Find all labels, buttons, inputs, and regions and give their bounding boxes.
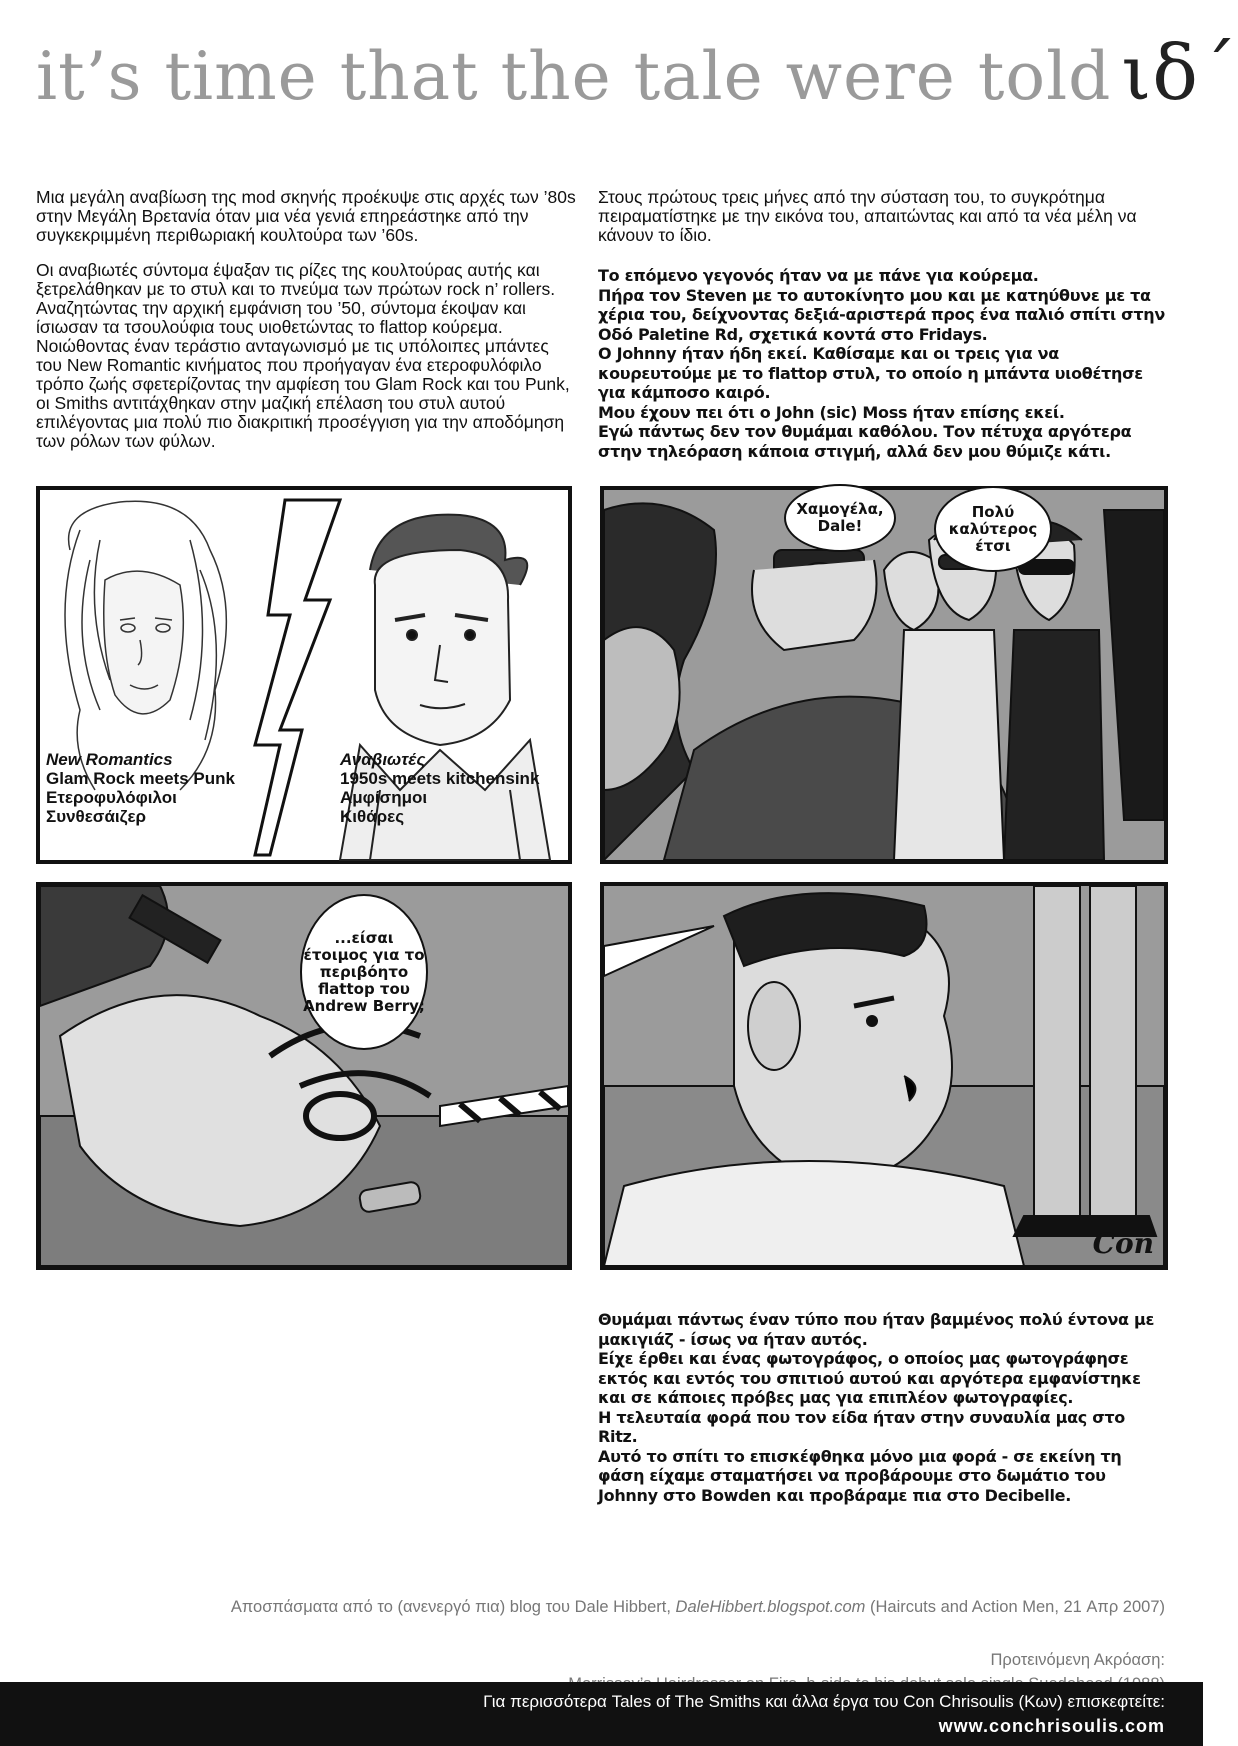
caption-heading: Αναβιωτές xyxy=(340,750,426,769)
source-credit xyxy=(231,1598,1165,1617)
hand-line: Μου έχουν πει ότι ο John (sic) Moss ήταν επίσης εκεί. xyxy=(598,402,1065,422)
chapter-numeral: ιδ΄ xyxy=(1121,28,1238,117)
panel-2-art xyxy=(604,490,1164,860)
footer-bar xyxy=(0,1682,1203,1746)
hand-line: Αυτό το σπίτι το επισκέφθηκα μόνο μια φορά - σε εκείνη τη φάση είχαμε σταματήσει να προβάρουμε στο δωμάτιο του Johnny στο Bowden και προβάραμε πια στο Decibelle. xyxy=(598,1446,1122,1505)
intro-paragraph: Μια μεγάλη αναβίωση της mod σκηνής προέκυψε στις αρχές των ’80s στην Μεγάλη Βρετανία όταν μια νέα γενιά επηρεάστηκε από την συγκεκριμμένη περιθωριακή κουλτούρα των ’60s. xyxy=(36,187,576,245)
source-suffix: (Haircuts and Action Men, 21 Απρ 2007) xyxy=(869,1598,1165,1616)
new-romantics-caption xyxy=(46,750,276,826)
page-title xyxy=(36,28,1238,118)
hand-line: Πήρα τον Steven με το αυτοκίνητο μου και με κατηύθυνε με τα χέρια του, δείχνοντας δεξιά-αριστερά προς ένα παλιό σπίτι στην Οδό Paletine Rd, σχετικά κοντά στο Fridays. xyxy=(598,285,1165,344)
caption-line: Glam Rock meets Punk xyxy=(46,769,235,788)
caption-line: Ετεροφυλόφιλοι xyxy=(46,788,177,807)
blog-link[interactable]: DaleHibbert.blogspot.com xyxy=(675,1598,866,1616)
comic-panel-4 xyxy=(600,882,1168,1270)
balloon-text: Πολύ καλύτερος έτσι xyxy=(948,502,1038,555)
balloon-text: Χαμογέλα, Dale! xyxy=(796,500,884,535)
hand-line: Η τελευταία φορά που τον είδα ήταν στην συναυλία μας στο Ritz. xyxy=(598,1407,1125,1446)
speech-balloon-flattop xyxy=(300,894,428,1050)
caption-line: 1950s meets kitchensink xyxy=(340,769,540,788)
balloon-text: ...είσαι έτοιμος για το περιβόητο flattop του Andrew Berry; xyxy=(303,928,425,1015)
intro-paragraph: Στους πρώτους τρεις μήνες από την σύσταση του, το συγκρότημα πειραματίστηκε με την εικόνα του, απαιτώντας και από τα νέα μέλη να κάνουν το ίδιο. xyxy=(598,187,1137,245)
hand-line: Ο Johnny ήταν ήδη εκεί. Καθίσαμε και οι τρεις για να κουρευτούμε με το flattop στυλ, το οποίο η μπάντα υιοθέτησε για κάμποσο καιρό. xyxy=(598,344,1143,402)
comic-panel-1 xyxy=(36,486,572,864)
revivalists-caption xyxy=(340,750,570,826)
page-title-text: it’s time that the tale were told xyxy=(36,38,1112,115)
website-link[interactable]: www.conchrisoulis.com xyxy=(938,1716,1165,1736)
hand-line: Θυμάμαι πάντως έναν τύπο που ήταν βαμμένος πολύ έντονα με μακιγιάζ - ίσως να ήταν αυτός. xyxy=(598,1310,1155,1349)
listening-label: Προτεινόμενη Ακρόαση: xyxy=(990,1651,1165,1669)
caption-line: Αμφίσημοι xyxy=(340,788,428,807)
intro-paragraph: Νοιώθοντας έναν τεράστιο ανταγωνισμό με τις υπόλοιπες μπάντες του New Romantic κινήματος που προήγαγαν ένα ετεροφυλόφιλο τρόπο ζωής σφετερίζοντας την αμφίεση του Glam Rock και του Punk, οι Smiths αντιτάχθηκαν στην μαζική επέλαση του στυλ αυτού επιλέγοντας μια πολύ πιο διακριτική προσέγγιση για την αποδόμηση των ρόλων των φύλων. xyxy=(36,336,570,451)
caption-line: Συνθεσάιζερ xyxy=(46,807,147,826)
hand-line: Εγώ πάντως δεν τον θυμάμαι καθόλου. Τον πέτυχα αργότερα στην τηλεόραση κάποια στιγμή, αλλά δεν μου θύμιζε κάτι. xyxy=(598,422,1132,461)
footer-text: Για περισσότερα Tales of The Smiths και άλλα έργα του Con Chrisoulis (Κων) επισκεφτείτε: xyxy=(483,1692,1165,1711)
panel-4-art xyxy=(604,886,1164,1266)
intro-paragraph: Οι αναβιωτές σύντομα έψαξαν τις ρίζες της κουλτούρας αυτής και ξετρελάθηκαν με το στυλ και το πνεύμα των πρώτων rock n’ rollers. Αναζητώντας την αρχική εμφάνιση του ’50, σύντομα έκοψαν και ίσιωσαν τα τσουλούφια τους υιοθετώντας το flattop κούρεμα. xyxy=(36,260,556,337)
caption-line: Κιθάρες xyxy=(340,807,405,826)
hand-line: Το επόμενο γεγονός ήταν να με πάνε για κούρεμα. xyxy=(598,266,1039,285)
speech-balloon-better xyxy=(934,486,1052,572)
comic-panel-3 xyxy=(36,882,572,1270)
intro-left-column xyxy=(36,188,576,467)
intro-right-column xyxy=(598,188,1168,261)
handwritten-bottom xyxy=(598,1310,1168,1505)
caption-heading: New Romantics xyxy=(46,750,173,769)
hand-line: Είχε έρθει και ένας φωτογράφος, ο οποίος μας φωτογράφησε εκτός και εντός του σπιτιού αυτού και αργότερα εμφανίστηκε και σε κάποιες πρόβες μας για επιπλέον φωτογραφίες. xyxy=(598,1349,1141,1407)
source-prefix: Αποσπάσματα από το (ανενεργό πια) blog του Dale Hibbert, xyxy=(230,1598,671,1616)
handwritten-top xyxy=(598,266,1168,461)
comic-panel-2 xyxy=(600,486,1168,864)
speech-balloon-smile xyxy=(784,484,896,552)
artist-signature: Con xyxy=(1092,1227,1154,1260)
